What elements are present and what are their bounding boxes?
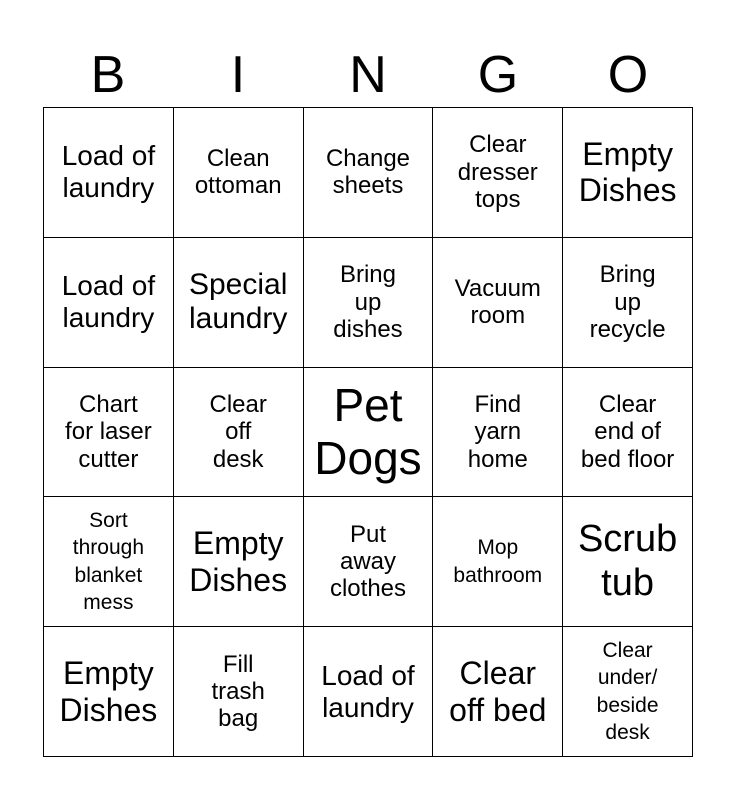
- cell-label: Chart for laser cutter: [65, 390, 152, 473]
- cell-label: Bring up dishes: [333, 261, 403, 343]
- bingo-cell-r4c5[interactable]: [563, 497, 693, 627]
- bingo-cell-r2c5[interactable]: [563, 238, 693, 368]
- cell-label: Clean ottoman: [194, 145, 282, 200]
- cell-label: Find yarn home: [467, 390, 528, 473]
- cell-label: Clear dresser tops: [457, 131, 538, 214]
- header-letter-o: O: [607, 46, 649, 104]
- bingo-cell-r2c2[interactable]: [174, 238, 304, 368]
- cell-label: Pet Dogs: [314, 379, 422, 484]
- bingo-cell-r2c3[interactable]: [304, 238, 434, 368]
- bingo-cell-r3c5[interactable]: [563, 368, 693, 498]
- cell-label: Load of laundry: [61, 140, 156, 204]
- bingo-cell-r5c4[interactable]: [433, 627, 563, 757]
- bingo-cell-r4c2[interactable]: [174, 497, 304, 627]
- bingo-cell-r5c5[interactable]: [563, 627, 693, 757]
- bingo-cell-r4c3[interactable]: [304, 497, 434, 627]
- cell-label: Change sheets: [325, 145, 411, 200]
- cell-label: Special laundry: [188, 268, 288, 336]
- bingo-cell-r4c4[interactable]: [433, 497, 563, 627]
- bingo-cell-r1c2[interactable]: [174, 108, 304, 238]
- bingo-cell-r5c2[interactable]: [174, 627, 304, 757]
- bingo-cell-r3c1[interactable]: [44, 368, 174, 498]
- bingo-cell-r3c2[interactable]: [174, 368, 304, 498]
- cell-label: Load of laundry: [61, 270, 156, 334]
- bingo-cell-r3c3-center[interactable]: [304, 368, 434, 498]
- cell-label: Clear off bed: [449, 655, 547, 728]
- bingo-cell-r2c4[interactable]: [433, 238, 563, 368]
- bingo-board: [43, 107, 693, 757]
- header-letter-n: N: [349, 46, 387, 104]
- bingo-cell-r1c1[interactable]: [44, 108, 174, 238]
- bingo-cell-r1c4[interactable]: [433, 108, 563, 238]
- cell-label: Empty Dishes: [59, 655, 158, 728]
- cell-label: Put away clothes: [329, 520, 407, 603]
- cell-label: Clear end of bed floor: [580, 390, 675, 473]
- bingo-cell-r4c1[interactable]: [44, 497, 174, 627]
- bingo-header: [43, 44, 693, 106]
- header-letter-b: B: [90, 46, 126, 104]
- bingo-cell-r1c3[interactable]: [304, 108, 434, 238]
- bingo-cell-r3c4[interactable]: [433, 368, 563, 498]
- cell-label: Bring up recycle: [589, 261, 666, 343]
- cell-label: Load of laundry: [321, 659, 415, 723]
- cell-label: Empty Dishes: [189, 525, 288, 598]
- header-letter-i: I: [230, 46, 246, 104]
- cell-label: Clear under/ beside desk: [596, 639, 659, 744]
- cell-label: Clear off desk: [209, 390, 267, 473]
- bingo-cell-r2c1[interactable]: [44, 238, 174, 368]
- bingo-cell-r5c1[interactable]: [44, 627, 174, 757]
- cell-label: Fill trash bag: [211, 650, 265, 733]
- cell-label: Empty Dishes: [578, 135, 677, 209]
- cell-label: Mop bathroom: [453, 536, 543, 587]
- cell-label: Scrub tub: [577, 518, 678, 604]
- bingo-cell-r5c3[interactable]: [304, 627, 434, 757]
- cell-label: Vacuum room: [454, 274, 541, 330]
- bingo-cell-r1c5[interactable]: [563, 108, 693, 238]
- header-letter-g: G: [477, 46, 519, 104]
- cell-label: Sort through blanket mess: [72, 509, 145, 615]
